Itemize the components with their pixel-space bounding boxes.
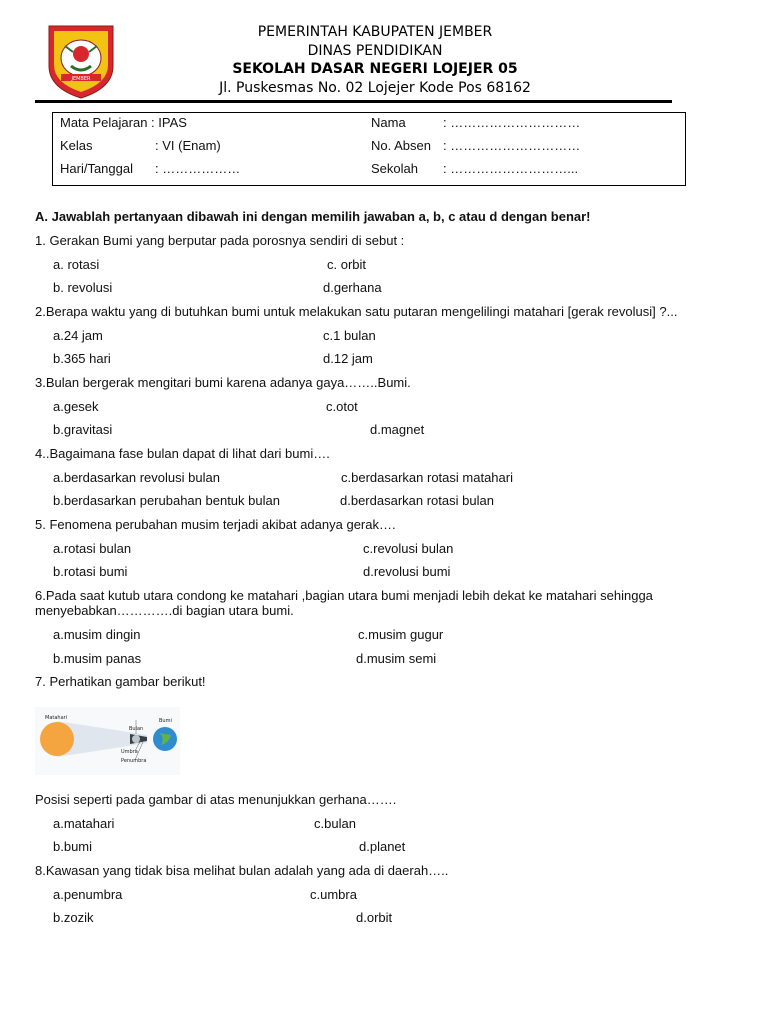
name-value[interactable]: : ………………………… xyxy=(443,115,581,130)
q6-option-a[interactable]: a.musim dingin xyxy=(53,627,141,642)
q6-option-b[interactable]: b.musim panas xyxy=(53,651,142,666)
date-value[interactable]: : ……………… xyxy=(155,161,241,176)
student-info-box xyxy=(52,112,686,186)
date-label: Hari/Tanggal xyxy=(60,161,133,176)
class-label: Kelas xyxy=(60,138,93,153)
q8-option-d[interactable]: d.orbit xyxy=(356,910,393,925)
q5-option-b[interactable]: b.rotasi bumi xyxy=(53,564,128,579)
q2-option-d[interactable]: d.12 jam xyxy=(323,351,373,366)
q3-option-a[interactable]: a.gesek xyxy=(53,399,99,414)
class-value: : VI (Enam) xyxy=(155,138,221,153)
q7-option-d[interactable]: d.planet xyxy=(359,839,406,854)
q7-option-a[interactable]: a.matahari xyxy=(53,816,115,831)
q3-option-d[interactable]: d.magnet xyxy=(370,422,425,437)
header-school-name: SEKOLAH DASAR NEGERI LOJEJER 05 xyxy=(232,61,518,77)
q7-option-b[interactable]: b.bumi xyxy=(53,839,93,854)
school-value[interactable]: : ………………………... xyxy=(443,161,579,176)
q8-option-b[interactable]: b.zozik xyxy=(53,910,94,925)
q8-option-c[interactable]: c.umbra xyxy=(310,887,357,902)
header-address: Jl. Puskesmas No. 02 Lojejer Kode Pos 68162 xyxy=(219,80,531,96)
q2-option-b[interactable]: b.365 hari xyxy=(53,351,111,366)
name-label: Nama xyxy=(371,115,406,130)
question-1: 1. Gerakan Bumi yang berputar pada porosnya sendiri di sebut : xyxy=(35,233,405,248)
q5-option-d[interactable]: d.revolusi bumi xyxy=(363,564,451,579)
q5-option-c[interactable]: c.revolusi bulan xyxy=(363,541,454,556)
subject-field: Mata Pelajaran : IPAS xyxy=(60,115,187,130)
figure-label-sun: Matahari xyxy=(45,715,68,721)
question-2: 2.Berapa waktu yang di butuhkan bumi untuk melakukan satu putaran mengelilingi matahari [gerak revolusi] ?... xyxy=(35,304,678,319)
q3-option-b[interactable]: b.gravitasi xyxy=(53,422,113,437)
figure-label-moon: Bulan xyxy=(129,726,144,732)
moon-icon xyxy=(132,735,140,743)
instruction: A. Jawablah pertanyaan dibawah ini dengan memilih jawaban a, b, c atau d dengan benar! xyxy=(35,209,591,224)
q3-option-c[interactable]: c.otot xyxy=(326,399,358,414)
question-3: 3.Bulan bergerak mengitari bumi karena adanya gaya……..Bumi. xyxy=(35,375,411,390)
q7-option-c[interactable]: c.bulan xyxy=(314,816,356,831)
q1-option-d[interactable]: d.gerhana xyxy=(323,280,382,295)
question-4: 4..Bagaimana fase bulan dapat di lihat dari bumi…. xyxy=(35,446,330,461)
figure-label-umbra: Umbra xyxy=(121,749,138,755)
q2-option-c[interactable]: c.1 bulan xyxy=(323,328,376,343)
q4-option-d[interactable]: d.berdasarkan rotasi bulan xyxy=(340,493,494,508)
q4-option-c[interactable]: c.berdasarkan rotasi matahari xyxy=(341,470,513,485)
header-divider xyxy=(35,100,672,103)
q5-option-a[interactable]: a.rotasi bulan xyxy=(53,541,132,556)
question-7: 7. Perhatikan gambar berikut! xyxy=(35,674,206,689)
sun-icon xyxy=(40,722,74,756)
figure-label-penumbra: Penumbra xyxy=(121,758,147,764)
q4-option-b[interactable]: b.berdasarkan perubahan bentuk bulan xyxy=(53,493,280,508)
header-government: PEMERINTAH KABUPATEN JEMBER xyxy=(257,24,493,40)
question-7-prompt: Posisi seperti pada gambar di atas menunjukkan gerhana……. xyxy=(35,792,397,807)
school-label: Sekolah xyxy=(371,161,418,176)
q1-option-a[interactable]: a. rotasi xyxy=(53,257,100,272)
q6-option-d[interactable]: d.musim semi xyxy=(356,651,437,666)
lunar-eclipse-figure xyxy=(35,707,180,775)
q6-option-c[interactable]: c.musim gugur xyxy=(358,627,444,642)
figure-label-earth: Bumi xyxy=(159,718,172,724)
question-8: 8.Kawasan yang tidak bisa melihat bulan adalah yang ada di daerah….. xyxy=(35,863,449,878)
question-6-line-1: 6.Pada saat kutub utara condong ke matahari ,bagian utara bumi menjadi lebih dekat ke matahari sehingga xyxy=(35,588,653,603)
absen-label: No. Absen xyxy=(371,138,431,153)
absen-value[interactable]: : ………………………… xyxy=(443,138,581,153)
q1-option-c[interactable]: c. orbit xyxy=(327,257,367,272)
question-6-line-2: menyebabkan………….di bagian utara bumi. xyxy=(35,603,294,618)
q4-option-a[interactable]: a.berdasarkan revolusi bulan xyxy=(53,470,220,485)
question-5: 5. Fenomena perubahan musim terjadi akibat adanya gerak…. xyxy=(35,517,396,532)
q2-option-a[interactable]: a.24 jam xyxy=(53,328,103,343)
q8-option-a[interactable]: a.penumbra xyxy=(53,887,123,902)
logo-text: JEMBER xyxy=(71,76,91,82)
header-department: DINAS PENDIDIKAN xyxy=(307,43,443,59)
q1-option-b[interactable]: b. revolusi xyxy=(53,280,113,295)
jember-regency-logo xyxy=(45,22,117,100)
